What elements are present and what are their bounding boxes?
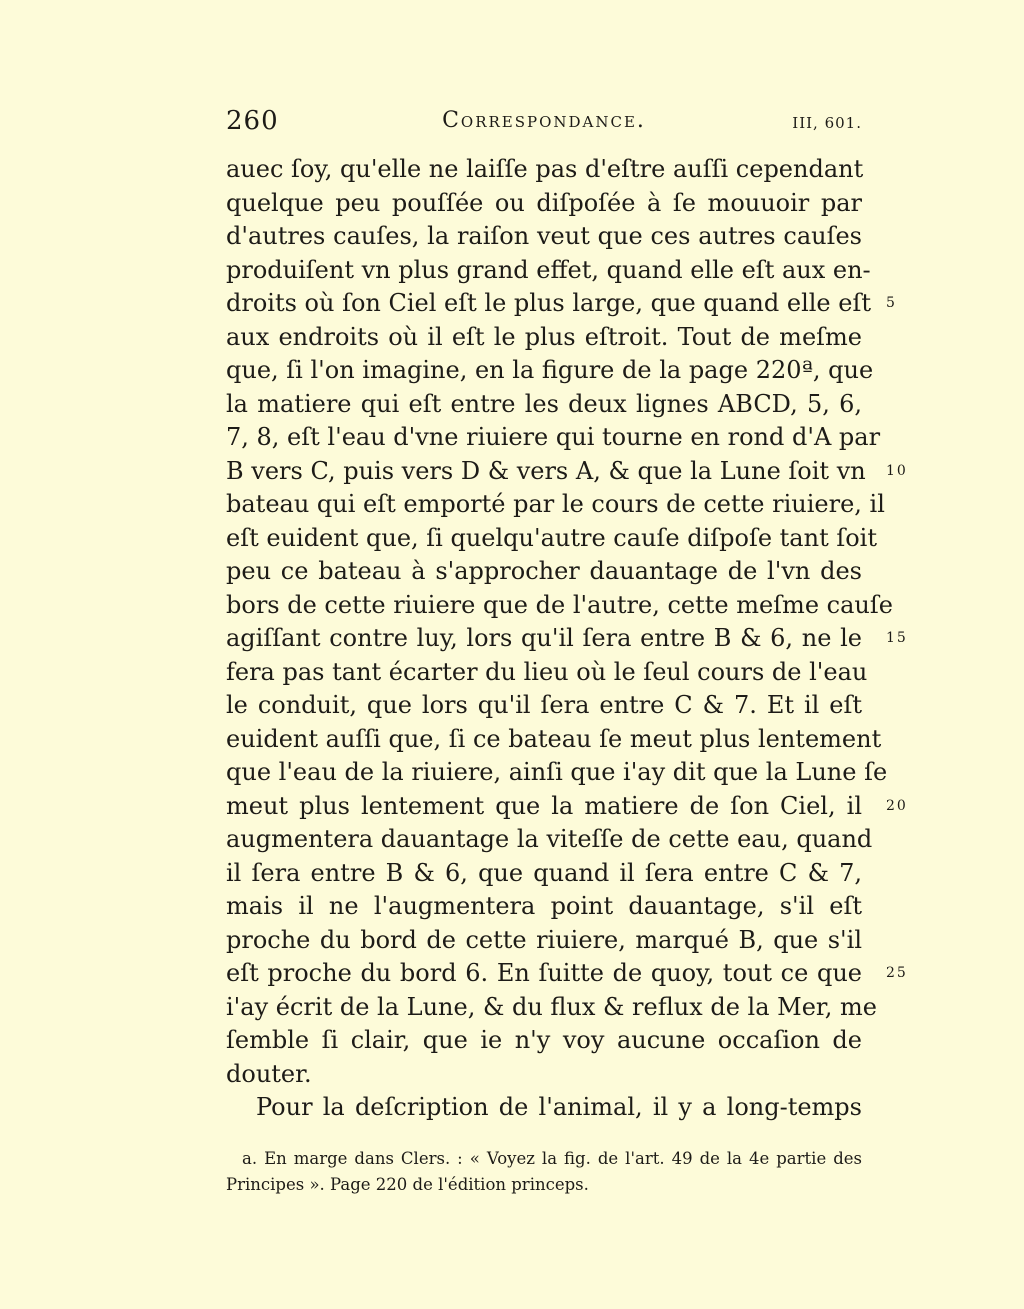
- text-line: [226, 1024, 862, 1058]
- line-text: augmentera dauantage la viteſſe de cette eau, quand: [226, 825, 873, 853]
- line-text: le conduit, que lors qu'il ſera entre C & 7. Et il eſt: [226, 691, 862, 719]
- body-text: [226, 153, 908, 1125]
- text-line: [226, 321, 862, 355]
- line-text: fera pas tant écarter du lieu où le ſeul cours de l'eau: [226, 657, 868, 686]
- text-line: [226, 857, 862, 891]
- running-header: [226, 106, 862, 140]
- text-line: [226, 153, 862, 187]
- footnote: [226, 1146, 862, 1198]
- line-text: que l'eau de la riuiere, ainſi que i'ay dit que la Lune ſe: [226, 758, 888, 786]
- footnote-line: a. En marge dans Clers. : « Voyez la fig. de l'art. 49 de la 4e partie des: [242, 1149, 862, 1168]
- line-text: Pour la deſcription de l'animal, il y a long-temps: [256, 1093, 862, 1121]
- text-line: [226, 388, 862, 422]
- text-line: [226, 756, 888, 790]
- line-text: douter.: [226, 1059, 312, 1088]
- text-line: [226, 656, 868, 690]
- text-line: [226, 1091, 862, 1125]
- text-line: [226, 254, 871, 288]
- line-text: produiſent vn plus grand effet, quand elle eſt aux en-: [226, 255, 871, 284]
- line-text: la matiere qui eſt entre les deux lignes ABCD, 5, 6,: [226, 389, 862, 418]
- line-text: eſt proche du bord 6. En ſuitte de quoy, tout ce que: [226, 959, 862, 987]
- text-line: [226, 723, 882, 757]
- line-text: auec ſoy, qu'elle ne laiſſe pas d'eſtre auſſi cependant: [226, 155, 864, 183]
- text-line: [226, 455, 908, 489]
- line-text: bateau qui eſt emporté par le cours de cette riuiere, il: [226, 490, 885, 518]
- line-text: mais il ne l'augmentera point dauantage, s'il eſt: [226, 892, 862, 920]
- line-text: eſt euident que, ſi quelqu'autre cauſe diſpoſe tant ſoit: [226, 523, 877, 552]
- line-text: i'ay écrit de la Lune, & du flux & reflux de la Mer, me: [226, 992, 877, 1021]
- volume-reference: III, 601.: [792, 114, 862, 132]
- text-line: [226, 555, 862, 589]
- line-text: quelque peu pouſſée ou diſpoſée à ſe mouuoir par: [226, 188, 862, 217]
- text-line: [226, 220, 862, 254]
- text-line: [226, 354, 874, 388]
- line-text: droits où ſon Ciel eſt le plus large, que quand elle eſt: [226, 289, 871, 317]
- text-line: [226, 287, 897, 321]
- text-line: [226, 421, 881, 455]
- line-text: peu ce bateau à s'approcher dauantage de l'vn des: [226, 557, 862, 585]
- line-number: 15: [886, 630, 908, 646]
- line-text: aux endroits où il eſt le plus eſtroit. Tout de meſme: [226, 322, 862, 351]
- line-text: d'autres cauſes, la raiſon veut que ces autres cauſes: [226, 222, 862, 250]
- line-text: ſemble ſi clair, que ie n'y voy aucune occaſion de: [226, 1026, 862, 1054]
- line-number: 20: [886, 797, 908, 814]
- text-line: [226, 1058, 862, 1092]
- text-line: [226, 522, 877, 556]
- line-text: il ſera entre B & 6, que quand il ſera entre C & 7,: [226, 858, 862, 887]
- footnote-line: Principes ». Page 220 de l'édition princeps.: [226, 1175, 589, 1194]
- line-text: agiſſant contre luy, lors qu'il ſera entre B & 6, ne le: [226, 624, 862, 652]
- text-line: [226, 589, 893, 623]
- text-line: [226, 991, 877, 1025]
- line-number: 5: [886, 295, 897, 311]
- page-number: 260: [226, 106, 279, 136]
- line-text: B vers C, puis vers D & vers A, & que la Lune ſoit vn: [226, 456, 866, 485]
- text-line: [226, 924, 862, 958]
- text-line: [226, 790, 908, 824]
- text-line: [226, 622, 908, 656]
- text-line: [226, 488, 885, 522]
- line-number: 10: [886, 462, 908, 479]
- line-text: que, ſi l'on imagine, en la figure de la page 220ª, que: [226, 356, 874, 384]
- text-line: [226, 957, 908, 991]
- line-text: 7, 8, eſt l'eau d'vne riuiere qui tourne en rond d'A par: [226, 423, 881, 451]
- running-title: Correspondance.: [442, 108, 646, 133]
- text-line: [226, 823, 873, 857]
- line-text: euident auſſi que, ſi ce bateau ſe meut plus lentement: [226, 724, 882, 753]
- line-text: proche du bord de cette riuiere, marqué B, que s'il: [226, 925, 862, 954]
- text-line: [226, 890, 862, 924]
- line-text: bors de cette riuiere que de l'autre, cette meſme cauſe: [226, 590, 893, 619]
- line-text: meut plus lentement que la matiere de ſon Ciel, il: [226, 791, 862, 820]
- text-line: [226, 187, 862, 221]
- text-line: [226, 689, 862, 723]
- line-number: 25: [886, 965, 908, 981]
